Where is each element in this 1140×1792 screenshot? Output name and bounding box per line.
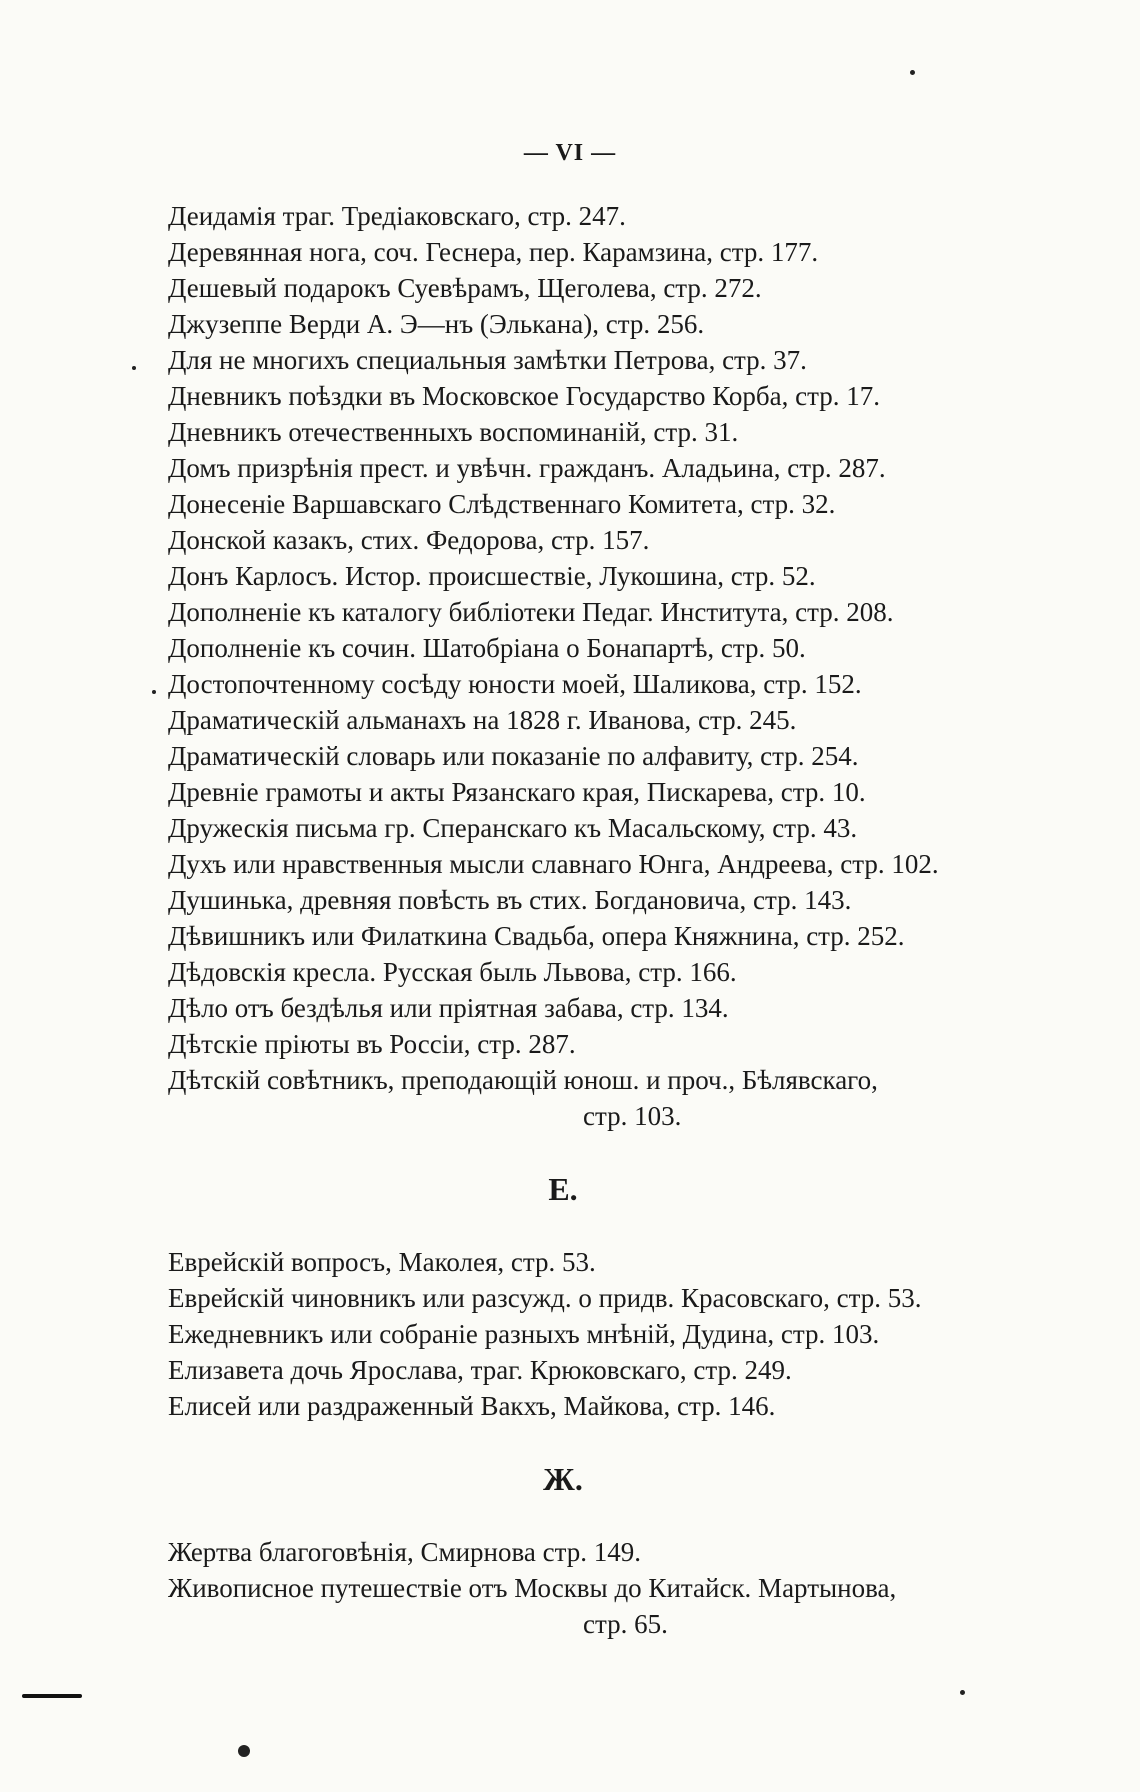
index-entry: Дѣтскіе пріюты въ Россіи, стр. 287. xyxy=(168,1029,576,1059)
index-entry: Дѣвишникъ или Филаткина Свадьба, опера Княжнина, стр. 252. xyxy=(168,921,905,951)
index-entry: Дѣло отъ бездѣлья или пріятная забава, стр. 134. xyxy=(168,993,729,1023)
index-entries xyxy=(168,198,1028,1642)
scan-speck xyxy=(132,366,136,370)
scan-speck xyxy=(910,70,915,75)
page-number: — VI — xyxy=(523,140,617,166)
index-entry: Донесеніе Варшавскаго Слѣдственнаго Комитета, стр. 32. xyxy=(168,489,836,519)
section-zh xyxy=(168,1534,1028,1642)
index-entry: Душинька, древняя повѣсть въ стих. Богдановича, стр. 143. xyxy=(168,885,852,915)
scan-speck xyxy=(960,1690,965,1695)
index-entry: Дѣтскій совѣтникъ, преподающій юнош. и проч., Бѣлявскаго, стр. 103. xyxy=(168,1062,1028,1134)
index-entry: Достопочтенному сосѣду юности моей, Шаликова, стр. 152. xyxy=(168,669,862,699)
index-entry: Жертва благоговѣнія, Смирнова стр. 149. xyxy=(168,1537,641,1567)
index-entry: Духъ или нравственныя мысли славнаго Юнга, Андреева, стр. 102. xyxy=(168,849,939,879)
index-entry: Дешевый подарокъ Суевѣрамъ, Щеголева, стр. 272. xyxy=(168,273,762,303)
section-e xyxy=(168,1244,1028,1424)
index-entry: Дополненіе къ сочин. Шатобріана о Бонапартѣ, стр. 50. xyxy=(168,633,806,663)
index-entry: Елизавета дочь Ярослава, траг. Крюковскаго, стр. 249. xyxy=(168,1355,792,1385)
section-letter-zh: Ж. xyxy=(543,1461,583,1497)
index-entry: Еврейскій вопросъ, Маколея, стр. 53. xyxy=(168,1247,596,1277)
section-letter-e: Е. xyxy=(548,1171,578,1207)
index-entry: Дѣдовскія кресла. Русская быль Львова, стр. 166. xyxy=(168,957,737,987)
index-entry: Джузеппе Верди А. Э—нъ (Элькана), стр. 256. xyxy=(168,309,705,339)
index-entry: Домъ призрѣнія прест. и увѣчн. гражданъ. Аладьина, стр. 287. xyxy=(168,453,886,483)
scan-speck xyxy=(238,1745,250,1757)
index-entry: Для не многихъ специальныя замѣтки Петрова, стр. 37. xyxy=(168,345,807,375)
index-entry: Донской казакъ, стих. Федорова, стр. 157. xyxy=(168,525,650,555)
index-entry: Деревянная нога, соч. Геснера, пер. Карамзина, стр. 177. xyxy=(168,237,819,267)
index-entry: Елисей или раздраженный Вакхъ, Майкова, стр. 146. xyxy=(168,1391,776,1421)
index-entry: Деидамія траг. Тредіаковскаго, стр. 247. xyxy=(168,201,626,231)
margin-ink-mark xyxy=(22,1694,82,1698)
index-entry: Дополненіе къ каталогу библіотеки Педаг. Института, стр. 208. xyxy=(168,597,894,627)
entry-continuation: стр. 103. xyxy=(583,1101,682,1131)
index-entry: Дневникъ отечественныхъ воспоминаній, стр. 31. xyxy=(168,417,739,447)
index-entry: Дружескія письма гр. Сперанскаго къ Масальскому, стр. 43. xyxy=(168,813,858,843)
index-entry: Еврейскій чиновникъ или разсужд. о придв. Красовскаго, стр. 53. xyxy=(168,1283,922,1313)
index-entry: Ежедневникъ или собраніе разныхъ мнѣній, Дудина, стр. 103. xyxy=(168,1319,880,1349)
index-entry: Древніе грамоты и акты Рязанскаго края, Пискарева, стр. 10. xyxy=(168,777,866,807)
index-entry: Драматическій альманахъ на 1828 г. Иванова, стр. 245. xyxy=(168,705,797,735)
entry-continuation: стр. 65. xyxy=(583,1609,668,1639)
index-entry: Живописное путешествіе отъ Москвы до Китайск. Мартынова, стр. 65. xyxy=(168,1570,1028,1642)
index-entry: Дневникъ поѣздки въ Московское Государство Корба, стр. 17. xyxy=(168,381,880,411)
section-d xyxy=(168,198,1028,1134)
index-entry: Драматическій словарь или показаніе по алфавиту, стр. 254. xyxy=(168,741,859,771)
scan-speck xyxy=(152,690,156,694)
index-entry: Донъ Карлосъ. Истор. происшествіе, Лукошина, стр. 52. xyxy=(168,561,816,591)
